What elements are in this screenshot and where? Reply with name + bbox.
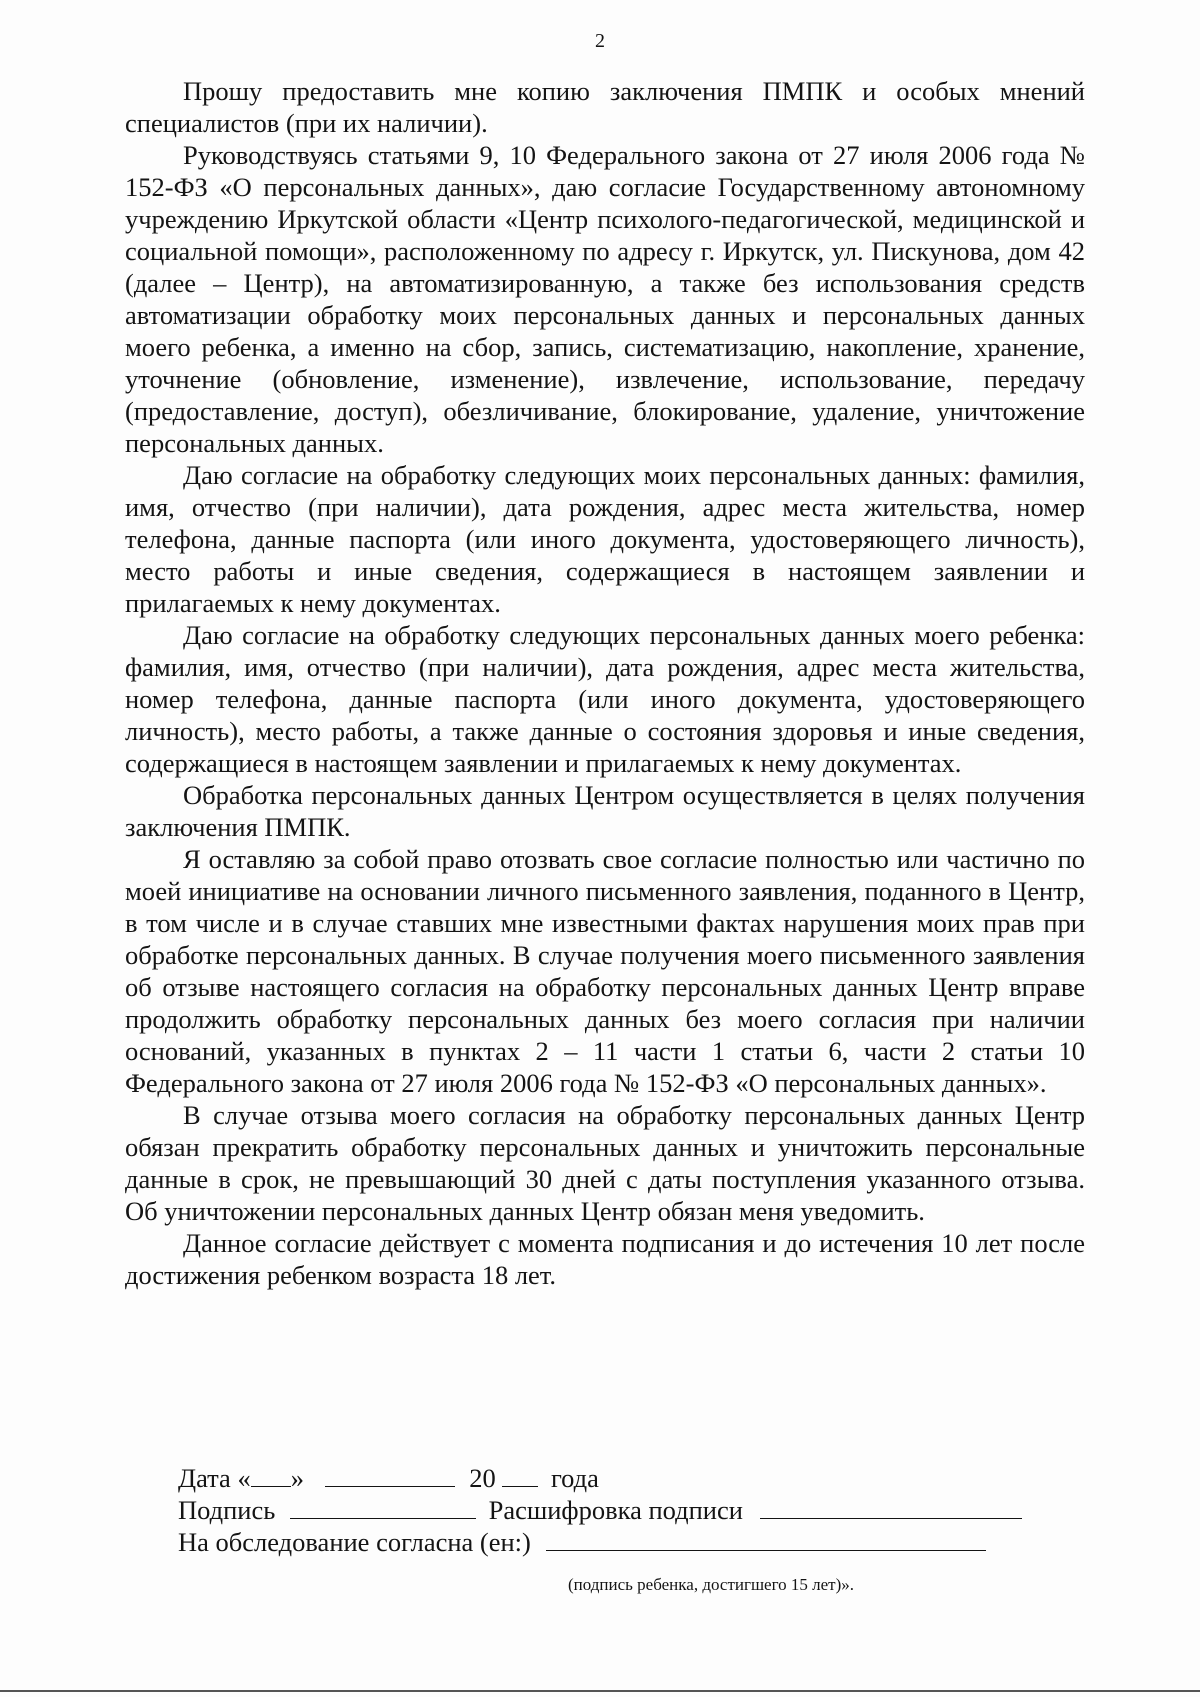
signature-label: Подпись [178, 1495, 276, 1525]
paragraph-revocation-right: Я оставляю за собой право отозвать свое согласие полностью или частично по моей инициативе на основании личного письменного заявления, поданного в Центр, в том числе и в случае ставших мне известными фактах нарушения моих прав при обработке персональных данных. В случае получения моего письменного заявления об отзыве настоящего согласия на обработку персональных данных Центр вправе продолжить обработку персональных данных без моего согласия при наличии оснований, указанных в пунктах 2 – 11 части 1 статьи 6, части 2 статьи 10 Федерального закона от 27 июля 2006 года № 152-ФЗ «О персональных данных». [125, 844, 1085, 1098]
consent-label: На обследование согласна (ен:) [178, 1527, 531, 1557]
paragraph-parent-data: Даю согласие на обработку следующих моих персональных данных: фамилия, имя, отчество (при наличии), дата рождения, адрес места жительства, номер телефона, данные паспорта (или иного документа, удостоверяющего личность), место работы и иные сведения, содержащиеся в настоящем заявлении и прилагаемых к нему документах. [125, 460, 1085, 618]
scan-edge-divider [0, 1690, 1200, 1692]
child-signature-blank[interactable] [546, 1526, 986, 1551]
consent-line [178, 1526, 1078, 1558]
year-suffix: года [550, 1463, 599, 1493]
paragraph-purpose: Обработка персональных данных Центром осуществляется в целях получения заключения ПМПК. [125, 780, 1085, 842]
date-label: Дата « [178, 1463, 251, 1493]
signature-block [178, 1462, 1078, 1558]
date-line [178, 1462, 1078, 1494]
decryption-blank[interactable] [760, 1494, 1022, 1519]
paragraph-child-data: Даю согласие на обработку следующих персональных данных моего ребенка: фамилия, имя, отчество (при наличии), дата рождения, адрес места жительства, номер телефона, данные паспорта (или иного документа, удостоверяющего личность), место работы, а также данные о состояния здоровья и иные сведения, содержащиеся в настоящем заявлении и прилагаемых к нему документах. [125, 620, 1085, 778]
paragraph-validity: Данное согласие действует с момента подписания и до истечения 10 лет после достижения ребенком возраста 18 лет. [125, 1228, 1085, 1290]
paragraph-revocation-effect: В случае отзыва моего согласия на обработку персональных данных Центр обязан прекратить обработку персональных данных и уничтожить персональные данные в срок, не превышающий 30 дней с даты поступления указанного отзыва. Об уничтожении персональных данных Центр обязан меня уведомить. [125, 1100, 1085, 1226]
decryption-label: Расшифровка подписи [488, 1495, 743, 1525]
paragraph-request-copy: Прошу предоставить мне копию заключения ПМПК и особых мнений специалистов (при их наличии). [125, 76, 1085, 138]
year-prefix: 20 [469, 1463, 496, 1493]
day-blank[interactable] [251, 1462, 291, 1487]
signature-blank[interactable] [290, 1494, 476, 1519]
page-number: 2 [595, 30, 605, 52]
month-blank[interactable] [325, 1462, 455, 1487]
year-blank[interactable] [502, 1462, 538, 1487]
paragraph-consent-basis: Руководствуясь статьями 9, 10 Федерального закона от 27 июля 2006 года № 152-ФЗ «О персональных данных», даю согласие Государственному автономному учреждению Иркутской области «Центр психолого-педагогической, медицинской и социальной помощи», расположенному по адресу г. Иркутск, ул. Пискунова, дом 42 (далее – Центр), на автоматизированную, а также без использования средств автоматизации обработку моих персональных данных и персональных данных моего ребенка, а именно на сбор, запись, систематизацию, накопление, хранение, уточнение (обновление, изменение), извлечение, использование, передачу (предоставление, доступ), обезличивание, блокирование, удаление, уничтожение персональных данных. [125, 140, 1085, 458]
document-body [125, 75, 1085, 1291]
child-signature-caption: (подпись ребенка, достигшего 15 лет)». [568, 1575, 854, 1594]
signature-line [178, 1494, 1078, 1526]
date-close-quote: » [290, 1463, 304, 1493]
